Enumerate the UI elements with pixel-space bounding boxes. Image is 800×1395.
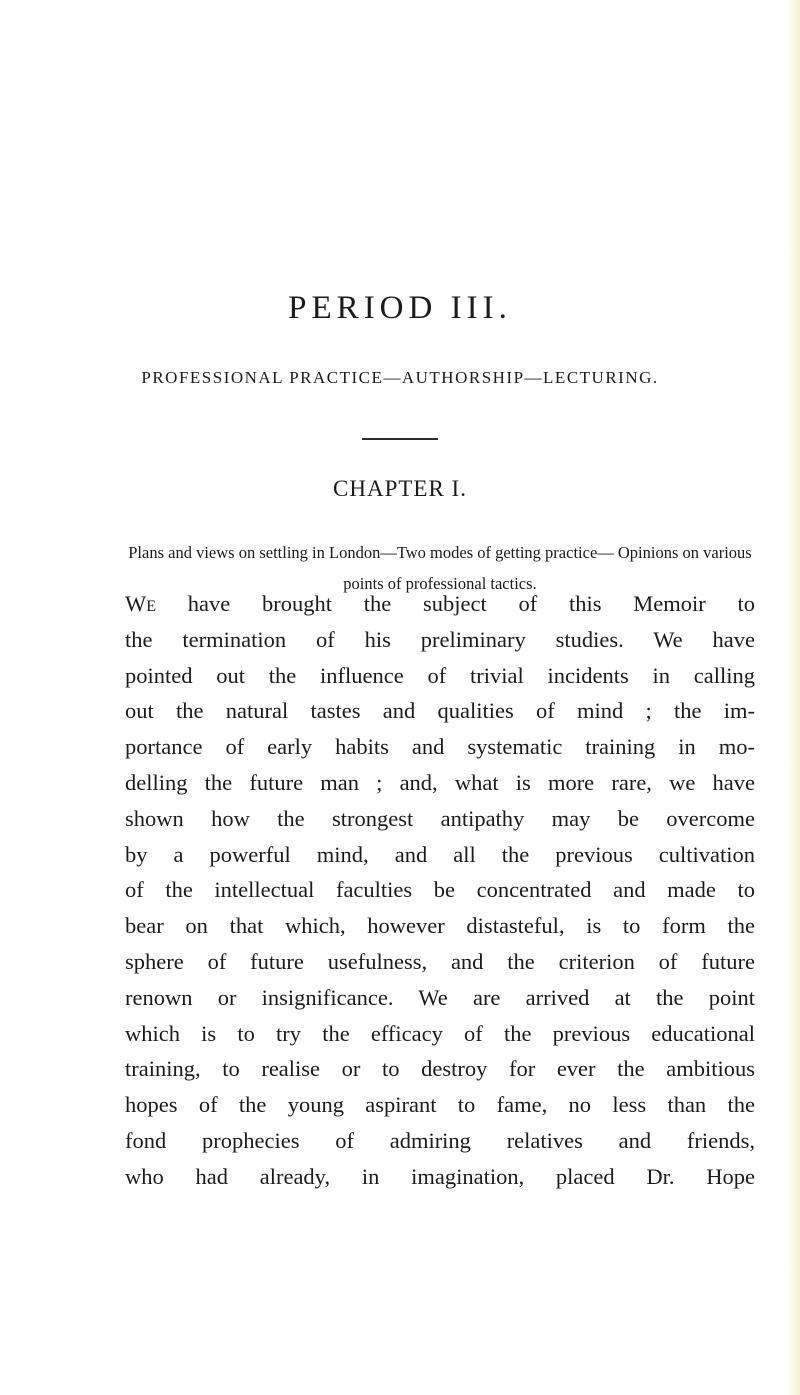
body-line: shown how the strongest antipathy may be overcome — [125, 805, 755, 831]
body-line: portance of early habits and systematic training in mo- — [125, 734, 755, 760]
section-divider-rule — [362, 438, 438, 440]
chapter-synopsis: Plans and views on settling in London—Two modes of getting practice— Opinions on various points of professional tactics. — [128, 543, 752, 593]
body-line: sphere of future usefulness, and the criterion of future — [125, 948, 755, 974]
period-subtitle: PROFESSIONAL PRACTICE—AUTHORSHIP—LECTURING. — [141, 368, 659, 387]
page-edge-tint — [786, 0, 800, 1395]
body-line-text: have brought the subject of this Memoir to — [156, 591, 755, 616]
body-line — [125, 586, 755, 622]
body-line: by a powerful mind, and all the previous cultivation — [125, 841, 755, 867]
opening-word: We — [125, 591, 157, 616]
body-line: renown or insignificance. We are arrived at the point — [125, 984, 755, 1010]
body-line: training, to realise or to destroy for ever the ambitious — [125, 1056, 755, 1082]
body-line: out the natural tastes and qualities of mind ; the im- — [125, 698, 755, 724]
chapter-body-text — [125, 586, 755, 1195]
period-title: PERIOD III. — [288, 290, 512, 326]
body-line: hopes of the young aspirant to fame, no less than the — [125, 1092, 755, 1118]
body-line: fond prophecies of admiring relatives and friends, — [125, 1127, 755, 1153]
body-line: delling the future man ; and, what is more rare, we have — [125, 769, 755, 795]
body-line: of the intellectual faculties be concentrated and made to — [125, 877, 755, 903]
body-line: the termination of his preliminary studies. We have — [125, 626, 755, 652]
body-line: bear on that which, however distasteful, is to form the — [125, 913, 755, 939]
body-line: which is to try the efficacy of the previous educational — [125, 1020, 755, 1046]
body-line: pointed out the influence of trivial incidents in calling — [125, 662, 755, 688]
chapter-heading: CHAPTER I. — [333, 476, 467, 501]
body-line: who had already, in imagination, placed Dr. Hope — [125, 1163, 755, 1189]
